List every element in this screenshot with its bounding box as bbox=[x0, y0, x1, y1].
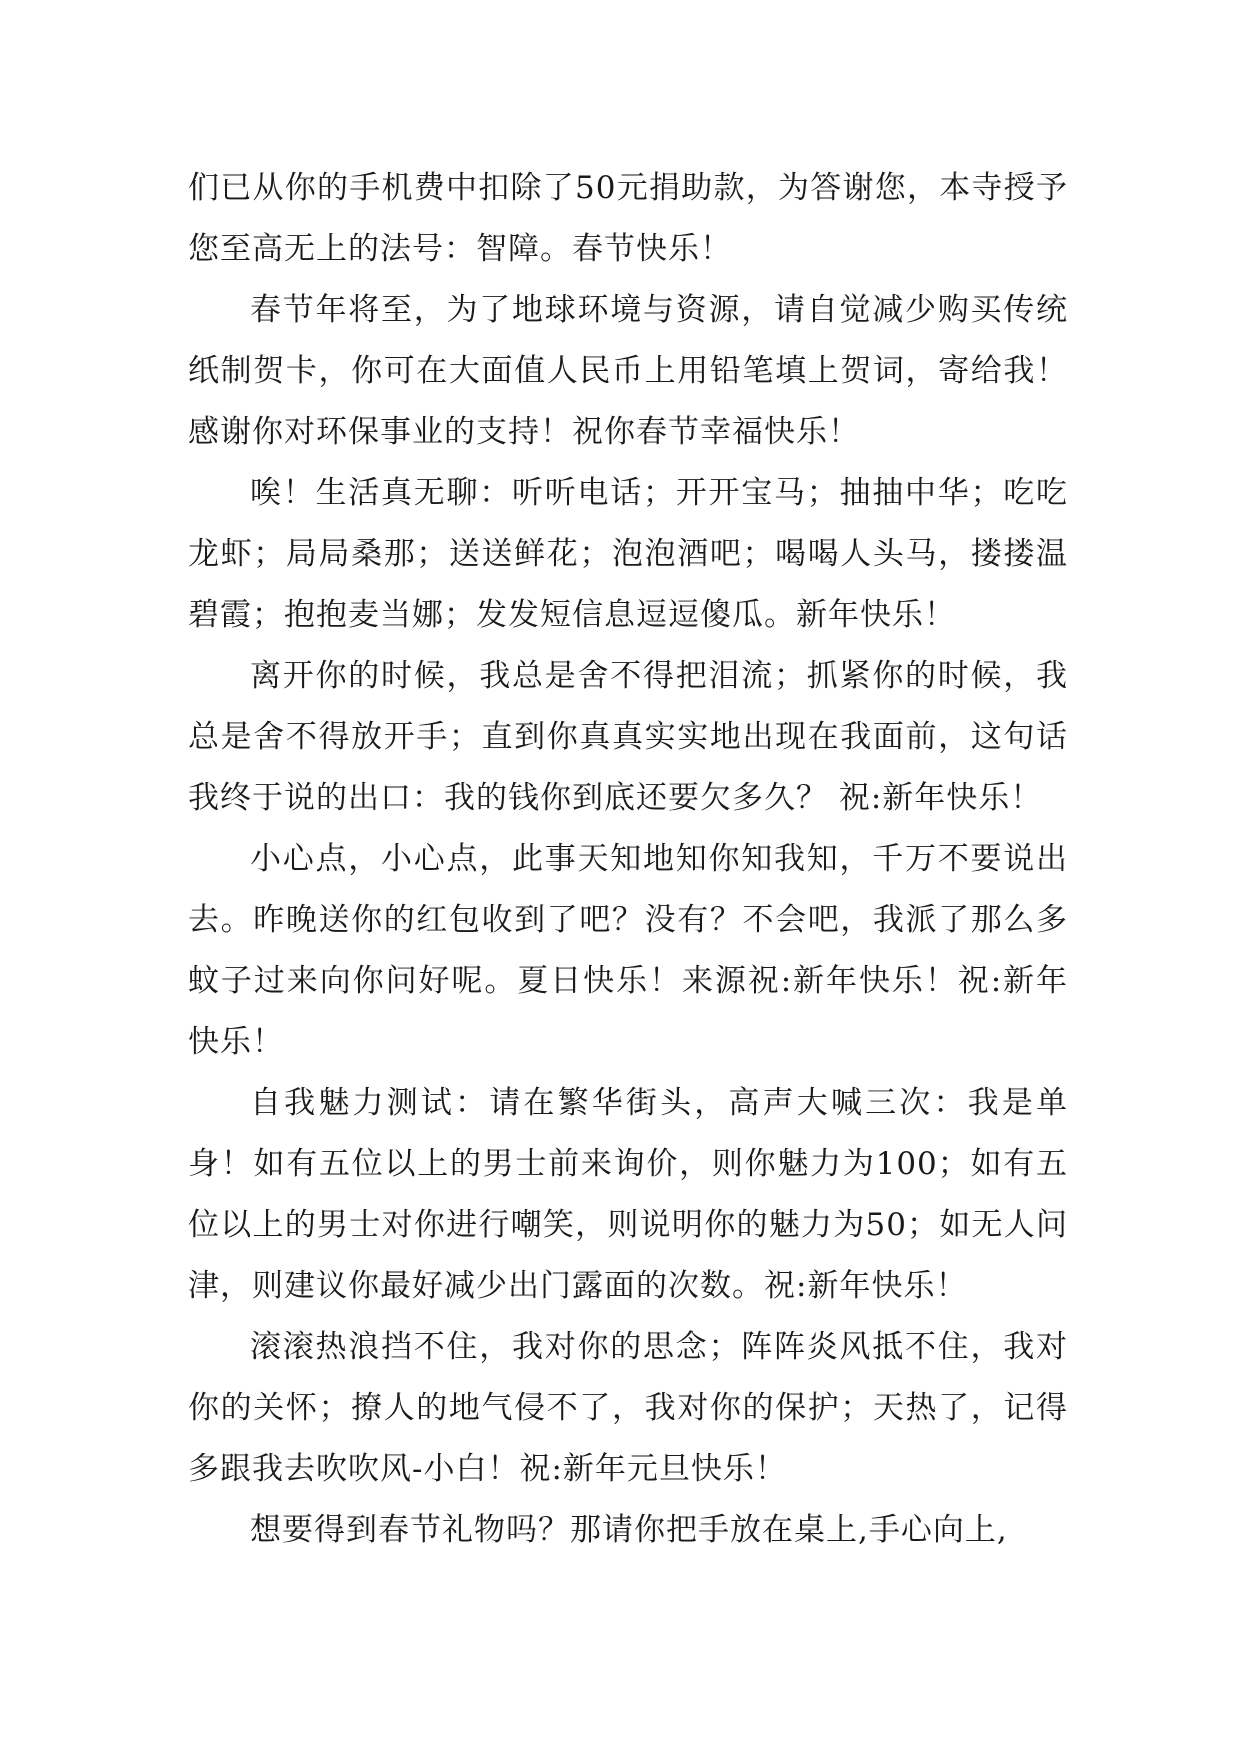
paragraph-8: 想要得到春节礼物吗？那请你把手放在桌上,手心向上, bbox=[250, 1512, 1008, 1548]
paragraph-4: 离开你的时候，我总是舍不得把泪流；抓紧你的时候，我总是舍不得放开手；直到你真真实实地出现在我面前，这句话我终于说的出口：我的钱你到底还要欠多久？ 祝:新年快乐！ bbox=[188, 658, 1068, 816]
paragraph-3: 唉！生活真无聊：听听电话；开开宝马；抽抽中华；吃吃龙虾；局局桑那；送送鲜花；泡泡酒吧；喝喝人头马，搂搂温碧霞；抱抱麦当娜；发发短信息逗逗傻瓜。新年快乐！ bbox=[188, 475, 1068, 633]
paragraph-1: 们已从你的手机费中扣除了50元捐助款，为答谢您，本寺授予您至高无上的法号：智障。春节快乐！ bbox=[188, 170, 1068, 267]
paragraph-6: 自我魅力测试：请在繁华街头，高声大喊三次：我是单身！如有五位以上的男士前来询价，则你魅力为100；如有五位以上的男士对你进行嘲笑，则说明你的魅力为50；如无人问津，则建议你最好减少出门露面的次数。祝:新年快乐！ bbox=[188, 1085, 1068, 1304]
document-page bbox=[188, 158, 1068, 1561]
paragraph-5: 小心点，小心点，此事天知地知你知我知，千万不要说出去。昨晚送你的红包收到了吧？没有？不会吧，我派了那么多蚊子过来向你问好呢。夏日快乐！来源祝:新年快乐！祝:新年快乐！ bbox=[188, 841, 1068, 1060]
paragraph-2: 春节年将至，为了地球环境与资源，请自觉减少购买传统纸制贺卡，你可在大面值人民币上用铅笔填上贺词，寄给我！感谢你对环保事业的支持！祝你春节幸福快乐！ bbox=[188, 292, 1068, 450]
paragraph-7: 滚滚热浪挡不住，我对你的思念；阵阵炎风抵不住，我对你的关怀；撩人的地气侵不了，我对你的保护；天热了，记得多跟我去吹吹风-小白！祝:新年元旦快乐！ bbox=[188, 1329, 1068, 1487]
